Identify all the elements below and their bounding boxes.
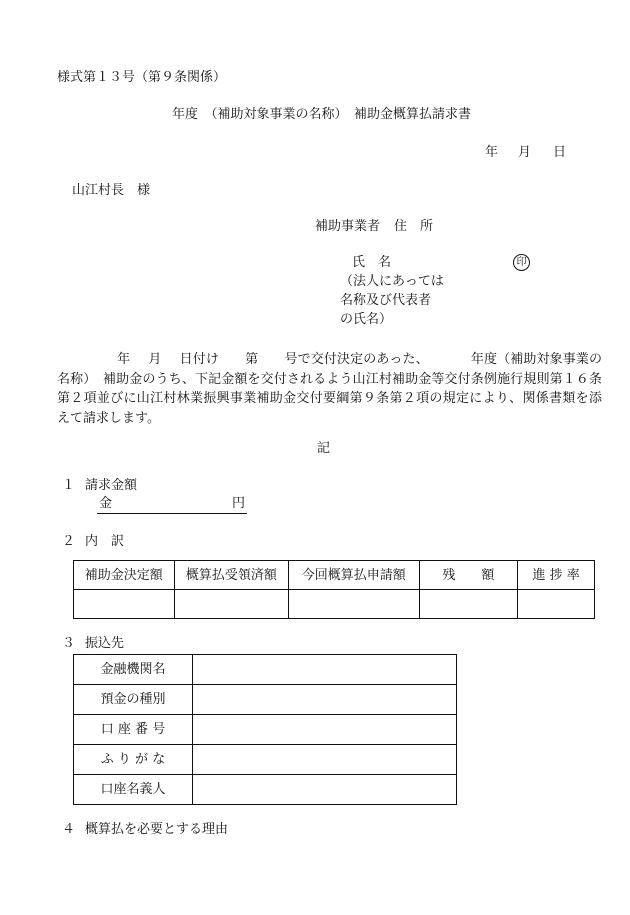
document-title: 年度 （補助対象事業の名称） 補助金概算払請求書 (172, 107, 472, 122)
cell-received-amount[interactable] (174, 590, 289, 619)
table-row (74, 655, 457, 685)
corporate-note-line-3: の氏名） (340, 312, 393, 327)
account-number-label: 口 座 番 号 (74, 715, 193, 745)
applicant-name-label: 氏 名 (352, 255, 392, 270)
request-body-paragraph (57, 350, 602, 428)
section-1-title: 請求金額 (85, 478, 138, 493)
table-row (74, 775, 457, 805)
account-holder-value[interactable] (193, 775, 457, 805)
section-2-number: ２ (62, 534, 76, 549)
applicant-heading: 補助事業者 (315, 219, 381, 234)
table-row (74, 715, 457, 745)
section-1-number: １ (62, 478, 76, 493)
breakdown-value-row (74, 590, 595, 619)
furigana-label: ふ り が な (74, 745, 193, 775)
bank-name-label: 金融機関名 (74, 655, 193, 685)
account-number-value[interactable] (193, 715, 457, 745)
bank-name-value[interactable] (193, 655, 457, 685)
header-received-amount: 概算払受領済額 (174, 561, 289, 590)
table-row (74, 685, 457, 715)
body-dai-label: 第 (245, 352, 259, 367)
section-2-title: 内 訳 (85, 534, 125, 549)
breakdown-table (73, 560, 595, 619)
section-4-title: 概算払を必要とする理由 (85, 822, 229, 837)
furigana-value[interactable] (193, 745, 457, 775)
bank-account-table (73, 654, 457, 805)
section-3-title: 振込先 (85, 636, 125, 651)
amount-field[interactable] (97, 497, 247, 514)
section-3-number: ３ (62, 636, 76, 651)
date-month-label: 月 (518, 145, 532, 160)
deposit-type-value[interactable] (193, 685, 457, 715)
body-decision-text: 号で交付決定のあった、 (284, 352, 429, 367)
ki-heading: 記 (317, 441, 331, 456)
applicant-address-label: 住 所 (394, 219, 434, 234)
deposit-type-label: 預金の種別 (74, 685, 193, 715)
table-row (74, 745, 457, 775)
cell-decision-amount[interactable] (74, 590, 175, 619)
header-decision-amount: 補助金決定額 (74, 561, 175, 590)
header-remaining-amount: 残 額 (419, 561, 518, 590)
account-holder-label: 口座名義人 (74, 775, 193, 805)
header-current-request: 今回概算払申請額 (289, 561, 419, 590)
section-4-number: ４ (62, 822, 76, 837)
corporate-note-line-2: 名称及び代表者 (340, 293, 432, 308)
body-remainder-text: （補助対象事業の名称） 補助金のうち、下記金額を交付されるよう山江村補助金等交付条例施行規則第１６条第２項並びに山江村林業振興事業補助金交付要綱第９条第２項の規定により、関係書類を添えて請求します。 (57, 352, 602, 426)
amount-suffix: 円 (231, 496, 245, 511)
seal-mark: 印 (513, 254, 530, 271)
date-year-label: 年 (485, 145, 499, 160)
body-month-label: 月 (148, 352, 162, 367)
form-number: 様式第１３号（第９条関係） (57, 70, 227, 85)
header-progress-rate: 進 捗 率 (518, 561, 595, 590)
breakdown-header-row (74, 561, 595, 590)
cell-current-request[interactable] (289, 590, 419, 619)
date-day-label: 日 (553, 145, 567, 160)
body-fiscal-year-label: 年度 (470, 352, 498, 367)
corporate-note-line-1: （法人にあっては (340, 274, 444, 289)
body-day-label: 日付け (179, 352, 220, 367)
cell-progress-rate[interactable] (518, 590, 595, 619)
addressee: 山江村長 様 (72, 183, 151, 198)
amount-prefix: 金 (99, 496, 113, 511)
body-year-label: 年 (117, 352, 131, 367)
cell-remaining-amount[interactable] (419, 590, 518, 619)
